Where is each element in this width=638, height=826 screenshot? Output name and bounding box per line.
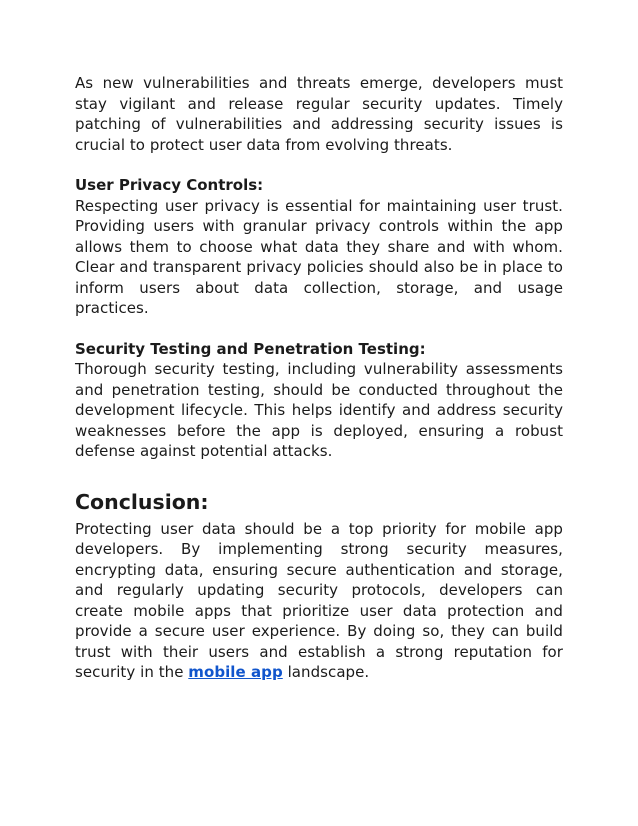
paragraph-spacer xyxy=(75,155,563,175)
testing-paragraph: Thorough security testing, including vulnerability assessments and penetration testing, should be conducted throughout the development lifecycle. This helps identify and address security weaknesses before the app is deployed, ensuring a robust defense against potential attacks. xyxy=(75,360,563,460)
conclusion-text-end: landscape. xyxy=(282,663,370,681)
intro-paragraph: As new vulnerabilities and threats emerge, developers must stay vigilant and release regular security updates. Timely patching of vulnerabilities and addressing security issues is crucial to protect user data from evolving threats. xyxy=(75,74,563,154)
conclusion-paragraph xyxy=(75,519,563,683)
conclusion-heading: Conclusion: xyxy=(75,489,209,514)
privacy-section xyxy=(75,175,563,319)
paragraph-spacer xyxy=(75,462,563,482)
mobile-app-link[interactable]: mobile app xyxy=(188,663,283,681)
privacy-heading: User Privacy Controls: xyxy=(75,176,264,194)
privacy-paragraph: Respecting user privacy is essential for maintaining user trust. Providing users with granular privacy controls within the app allows them to choose what data they share and with whom. Clear and transparent privacy policies should also be in place to inform users about data collection, storage, and usage practices. xyxy=(75,196,563,317)
conclusion-text: Protecting user data should be a top priority for mobile app developers. By implementing strong security measures, encrypting data, ensuring secure authentication and storage, and regularly updating security protocols, developers can create mobile apps that prioritize user data protection and provide a secure user experience. By doing so, they can build trust with their users and establish a strong reputation for security in the xyxy=(75,519,563,681)
document-page xyxy=(75,73,563,683)
conclusion-section xyxy=(75,482,563,683)
testing-heading: Security Testing and Penetration Testing: xyxy=(75,339,426,358)
paragraph-spacer xyxy=(75,319,563,339)
testing-section xyxy=(75,339,563,462)
